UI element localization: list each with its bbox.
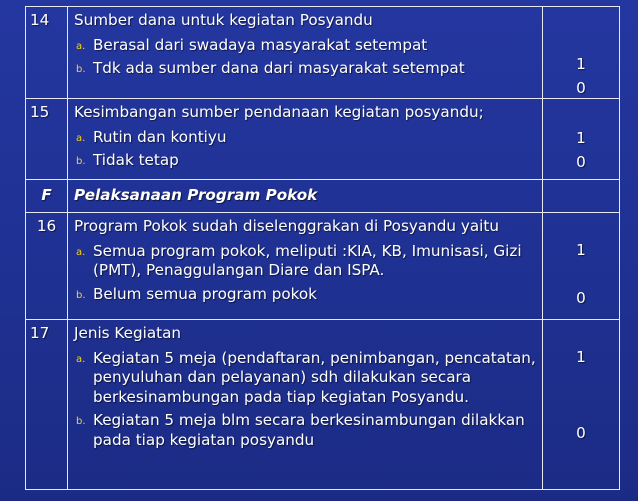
option-marker: b. [76,289,86,301]
table-row [26,7,620,99]
score-value: 1 [576,129,586,147]
row-title: Sumber dana untuk kegiatan Posyandu [74,11,373,29]
list-item [74,349,538,408]
row-description [68,99,543,180]
score-value: 1 [576,241,586,259]
row-description [68,7,543,99]
score-value: 1 [576,348,586,366]
option-marker: b. [76,64,86,75]
option-list [74,36,538,79]
row-scores [543,213,620,320]
option-list [74,128,538,171]
option-list [74,349,538,451]
table-row [26,99,620,180]
option-list [74,242,538,305]
row-description [68,213,543,320]
row-description [68,320,543,490]
option-text: Rutin dan kontiyu [93,127,227,146]
option-marker: b. [76,416,86,427]
section-score-cell [543,180,620,213]
row-number: 15 [26,99,68,180]
option-text: Kegiatan 5 meja blm secara berkesinambungan dilakkan pada tiap kegiatan posyandu [93,411,525,449]
row-title: Kesimbangan sumber pendanaan kegiatan posyandu; [74,103,484,121]
row-number: 17 [26,320,68,490]
option-text: Berasal dari swadaya masyarakat setempat [93,35,428,54]
list-item [74,128,538,148]
row-scores [543,99,620,180]
score-value: 0 [576,423,586,442]
option-text: Semua program pokok, meliputi :KIA, KB, Imunisasi, Gizi (PMT), Penaggulangan Diare dan ISPA. [93,241,522,279]
list-item [74,151,538,171]
row-scores [543,7,620,99]
table-row [26,213,620,320]
option-marker: a. [76,353,86,365]
list-item [74,285,538,305]
score-value: 0 [576,152,586,171]
option-text: Kegiatan 5 meja (pendaftaran, penimbangan, pencatatan, penyuluhan dan pelayanan) sdh dilakukan secara berkesinambungan pada tiap kegiatan Posyandu. [93,348,536,406]
option-text: Tdk ada sumber dana dari masyarakat setempat [93,59,465,77]
list-item [74,411,538,450]
option-marker: a. [76,132,86,144]
criteria-table [25,6,620,490]
row-number: 14 [26,7,68,99]
list-item [74,59,538,79]
score-value: 0 [576,78,586,97]
score-value: 0 [576,288,586,307]
score-value: 1 [576,55,586,73]
option-marker: a. [76,246,86,258]
row-title: Program Pokok sudah diselenggrakan di Posyandu yaitu [74,217,499,235]
section-row [26,180,620,213]
option-marker: b. [76,156,86,167]
option-marker: a. [76,40,86,52]
option-text: Belum semua program pokok [93,284,317,303]
option-text: Tidak tetap [93,151,179,169]
section-title: Pelaksanaan Program Pokok [68,180,543,213]
row-number: 16 [26,213,68,320]
row-scores [543,320,620,490]
row-title: Jenis Kegiatan [74,324,182,342]
section-letter: F [26,180,68,213]
list-item [74,36,538,56]
table-row [26,320,620,490]
list-item [74,242,538,281]
